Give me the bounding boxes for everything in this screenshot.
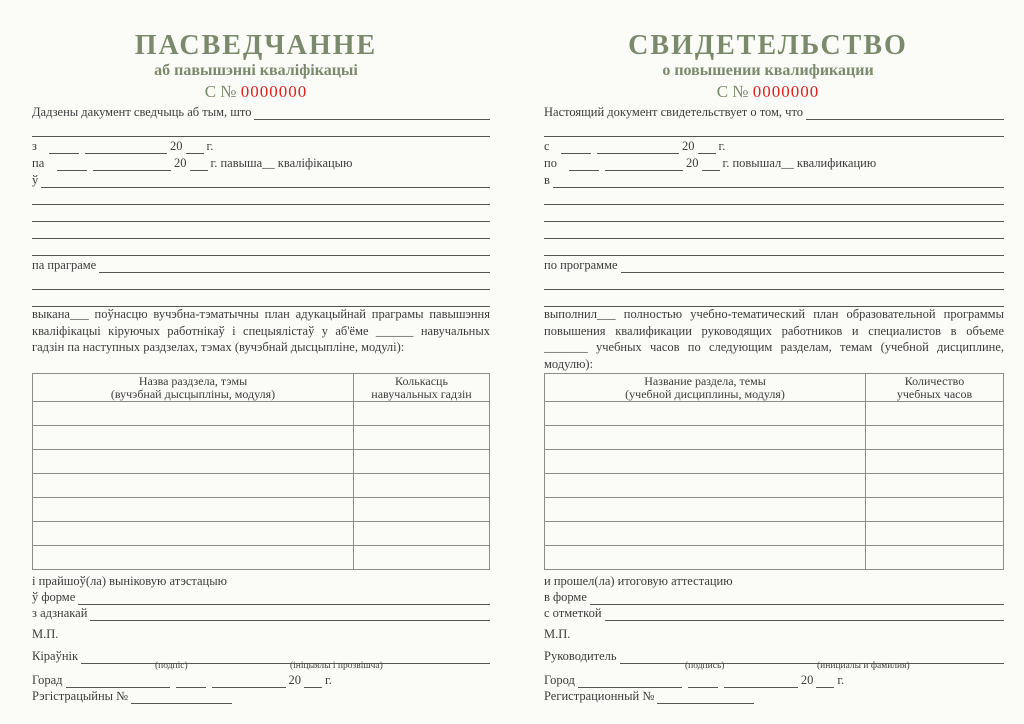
exam-row (544, 573, 1004, 589)
reg-label: Рэгістрацыйны № (32, 689, 129, 703)
program-row-2 (544, 274, 1004, 290)
program-label: па праграме (32, 258, 97, 272)
grade-label: с отметкой (544, 606, 602, 620)
sign-day-field[interactable] (688, 675, 718, 688)
institution-field-3[interactable] (32, 209, 490, 222)
sign-caption: (подпіс) (155, 661, 188, 671)
grade-field[interactable] (90, 608, 490, 621)
sign-month-field[interactable] (724, 675, 798, 688)
recipient-row-2 (544, 121, 1004, 137)
exam-label: і прайшоў(ла) выніковую атэстацыю (32, 574, 227, 588)
institution-row-5 (32, 240, 490, 256)
table-row (33, 450, 490, 474)
form-field[interactable] (78, 592, 490, 605)
stamp-place: М.П. (544, 627, 571, 641)
table-cell[interactable] (866, 474, 1004, 498)
from-year-field[interactable] (186, 141, 204, 154)
institution-row-4 (544, 223, 1004, 239)
form-label: в форме (544, 590, 587, 604)
from-label: з (32, 139, 37, 153)
right-page (512, 0, 1024, 724)
to-label: па (32, 156, 45, 170)
table-row (545, 546, 1004, 570)
to-month-field[interactable] (93, 158, 171, 171)
institution-field-5[interactable] (32, 243, 490, 256)
from-year-prefix: 20 (170, 139, 183, 153)
date-to-row (32, 155, 432, 171)
table-cell[interactable] (545, 522, 866, 546)
program-field-2[interactable] (544, 277, 1004, 290)
number-prefix: С № (716, 82, 749, 101)
institution-field-4[interactable] (544, 226, 1004, 239)
program-field[interactable] (99, 260, 490, 273)
institution-row-3 (32, 206, 490, 222)
table-cell[interactable] (33, 450, 354, 474)
table-cell[interactable] (354, 426, 490, 450)
table-cell[interactable] (545, 450, 866, 474)
sign-year-suffix: г. (325, 673, 332, 687)
from-month-field[interactable] (597, 141, 679, 154)
from-label: с (544, 139, 550, 153)
table-row (33, 402, 490, 426)
sign-year-prefix: 20 (800, 673, 814, 687)
table-cell[interactable] (354, 546, 490, 570)
recipient-field-2[interactable] (544, 124, 1004, 137)
institution-label: в (544, 173, 550, 187)
grade-row (32, 605, 490, 621)
table-row (33, 546, 490, 570)
table-header-hours: Колькасць навучальных гадзін (354, 374, 490, 402)
grade-field[interactable] (605, 608, 1004, 621)
sign-caption: (подпись) (685, 661, 725, 671)
recipient-row (32, 104, 490, 120)
table-cell[interactable] (545, 426, 866, 450)
table-cell[interactable] (545, 474, 866, 498)
recipient-label: Настоящий документ свидетельствует о том, что (544, 105, 804, 119)
table-cell[interactable] (866, 522, 1004, 546)
table-row (33, 474, 490, 498)
institution-field-5[interactable] (544, 243, 1004, 256)
table-cell[interactable] (354, 402, 490, 426)
sign-year-field[interactable] (304, 675, 322, 688)
from-year-field[interactable] (698, 141, 716, 154)
institution-field-3[interactable] (544, 209, 1004, 222)
table-cell[interactable] (33, 402, 354, 426)
table-header-hours: Количество учебных часов (866, 374, 1004, 402)
date-from-row (544, 138, 794, 154)
head-label: Кіраўнік (32, 649, 79, 663)
program-row (32, 257, 490, 273)
table-cell[interactable] (545, 546, 866, 570)
to-year-field[interactable] (190, 158, 208, 171)
form-label: ў форме (32, 590, 76, 604)
table-cell[interactable] (33, 522, 354, 546)
table-cell[interactable] (33, 426, 354, 450)
to-year-prefix: 20 (174, 156, 187, 170)
city-field[interactable] (578, 675, 682, 688)
institution-row-4 (32, 223, 490, 239)
name-caption: (инициалы и фамилия) (817, 661, 910, 671)
form-row (544, 589, 1004, 605)
institution-field-4[interactable] (32, 226, 490, 239)
to-tail: г. павыша__ кваліфікацыю (210, 156, 353, 170)
stamp-place: М.П. (32, 627, 59, 641)
page-title: СВИДЕТЕЛЬСТВО (628, 30, 908, 61)
sign-month-field[interactable] (212, 675, 286, 688)
head-sign-field[interactable] (81, 651, 490, 664)
reg-label: Регистрационный № (544, 689, 655, 703)
number-prefix: С № (204, 82, 237, 101)
table-row (545, 474, 1004, 498)
topics-table (544, 373, 1004, 570)
city-date-row (32, 672, 362, 688)
sign-year-suffix: г. (837, 673, 845, 687)
form-row (32, 589, 490, 605)
grade-row (544, 605, 1004, 621)
topics-table (32, 373, 490, 570)
table-row (33, 498, 490, 522)
name-caption: (ініцыялы і прозвішча) (290, 661, 383, 671)
institution-row (32, 172, 490, 188)
table-cell[interactable] (545, 402, 866, 426)
table-row (33, 522, 490, 546)
institution-field-2[interactable] (544, 192, 1004, 205)
program-row-3 (544, 291, 1004, 307)
table-row (33, 426, 490, 450)
recipient-row-2 (32, 121, 490, 137)
institution-row (544, 172, 1004, 188)
number-value: 0000000 (240, 82, 308, 101)
from-day-field[interactable] (561, 141, 591, 154)
table-cell[interactable] (866, 402, 1004, 426)
program-row (544, 257, 1004, 273)
table-cell[interactable] (354, 450, 490, 474)
page-subtitle: о повышении квалификации (662, 62, 874, 79)
institution-row-5 (544, 240, 1004, 256)
city-label: Горад (32, 673, 63, 687)
recipient-field[interactable] (254, 107, 490, 120)
document-number (0, 82, 512, 102)
page-title: ПАСВЕДЧАННЕ (134, 30, 378, 61)
table-cell[interactable] (866, 450, 1004, 474)
table-cell[interactable] (354, 474, 490, 498)
date-to-row (544, 155, 964, 171)
reg-row (32, 688, 232, 704)
program-field[interactable] (621, 260, 1004, 273)
document-number (512, 82, 1024, 102)
to-month-field[interactable] (605, 158, 683, 171)
institution-field[interactable] (41, 175, 490, 188)
from-day-field[interactable] (49, 141, 79, 154)
to-year-prefix: 20 (686, 156, 699, 170)
table-cell[interactable] (866, 426, 1004, 450)
page-subtitle: аб павышэнні кваліфікацыі (154, 62, 358, 79)
head-row (32, 648, 490, 664)
exam-row (32, 573, 490, 589)
recipient-field-2[interactable] (32, 124, 490, 137)
program-field-2[interactable] (32, 277, 490, 290)
sign-year-field[interactable] (816, 675, 834, 688)
recipient-field[interactable] (806, 107, 1004, 120)
exam-label: и прошел(ла) итоговую аттестацию (544, 574, 733, 588)
to-day-field[interactable] (569, 158, 599, 171)
city-field[interactable] (66, 675, 170, 688)
date-from-row (32, 138, 282, 154)
table-row (545, 426, 1004, 450)
head-sign-field[interactable] (620, 651, 1004, 664)
table-cell[interactable] (545, 498, 866, 522)
table-row (545, 402, 1004, 426)
table-cell[interactable] (354, 522, 490, 546)
to-tail: г. повышал__ квалификацию (722, 156, 877, 170)
table-header-topic: Название раздела, темы (учебной дисциплины, модуля) (545, 374, 866, 402)
sign-year-prefix: 20 (288, 673, 302, 687)
plan-paragraph: выполнил___ полностью учебно-тематический план образовательной программы повышения квалификации руководящих работников и специалистов в объеме _______ учебных часов по следующим разделам, темам (учебной дисциплине, модулю): (544, 307, 1004, 371)
institution-row-3 (544, 206, 1004, 222)
reg-field[interactable] (131, 691, 232, 704)
city-date-row (544, 672, 874, 688)
from-month-field[interactable] (85, 141, 167, 154)
recipient-row (544, 104, 1004, 120)
program-label: по программе (544, 258, 618, 272)
institution-row-2 (32, 189, 490, 205)
institution-field-2[interactable] (32, 192, 490, 205)
table-cell[interactable] (33, 498, 354, 522)
from-year-suffix: г. (206, 139, 214, 153)
to-day-field[interactable] (57, 158, 87, 171)
program-row-2 (32, 274, 490, 290)
head-row (544, 648, 1004, 664)
table-row (545, 498, 1004, 522)
table-row (545, 522, 1004, 546)
from-year-suffix: г. (718, 139, 726, 153)
institution-field[interactable] (553, 175, 1004, 188)
sign-day-field[interactable] (176, 675, 206, 688)
number-value: 0000000 (752, 82, 820, 101)
table-header-topic: Назва раздзела, тэмы (вучэбнай дысцыпліны, модуля) (33, 374, 354, 402)
program-row-3 (32, 291, 490, 307)
to-year-field[interactable] (702, 158, 720, 171)
to-label: по (544, 156, 557, 170)
table-cell[interactable] (866, 546, 1004, 570)
form-field[interactable] (590, 592, 1004, 605)
head-label: Руководитель (544, 649, 617, 663)
institution-label: ў (32, 173, 39, 187)
reg-row (544, 688, 754, 704)
institution-row-2 (544, 189, 1004, 205)
table-row (545, 450, 1004, 474)
table-cell[interactable] (33, 546, 354, 570)
table-cell[interactable] (33, 474, 354, 498)
plan-paragraph: выкана___ поўнасцю вучэбна-тэматычны план адукацыйнай праграмы павышэння кваліфікацыі кіруючых работнікаў і спецыялістаў у аб'ёме ______ навучальных гадзін па наступных раздзелах, тэмах (вучэбнай дысцыпліне, модулі): (32, 307, 490, 354)
grade-label: з адзнакай (32, 606, 88, 620)
table-cell[interactable] (354, 498, 490, 522)
recipient-label: Дадзены дакумент сведчыць аб тым, што (32, 105, 252, 119)
from-year-prefix: 20 (682, 139, 695, 153)
reg-field[interactable] (657, 691, 754, 704)
city-label: Город (544, 673, 575, 687)
table-cell[interactable] (866, 498, 1004, 522)
